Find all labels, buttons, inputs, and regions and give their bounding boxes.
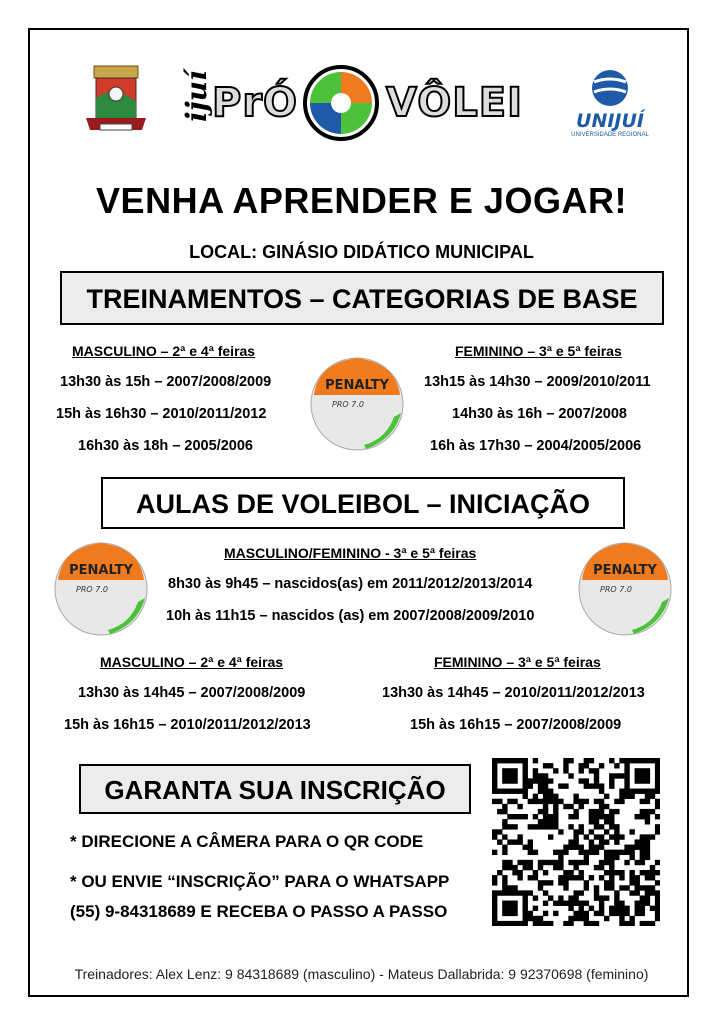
s2-left-title: MASCULINO – 2ª e 4ª feiras (100, 654, 284, 670)
ball-brand: PENALTY (69, 563, 133, 578)
unijui-name: UNIJUÍ (576, 110, 644, 132)
s2-mixed-title: MASCULINO/FEMININO - 3ª e 5ª feiras (224, 545, 477, 561)
section-heading-training: TREINAMENTOS – CATEGORIAS DE BASE (60, 271, 664, 325)
cta-heading: GARANTA SUA INSCRIÇÃO (79, 764, 471, 814)
ball-brand: PENALTY (325, 378, 389, 393)
ball-model: PRO 7.0 (76, 585, 108, 594)
section-heading-classes: AULAS DE VOLEIBOL – INICIAÇÃO (101, 477, 625, 529)
s2-left-row-2: 15h às 16h15 – 2010/2011/2012/2013 (64, 717, 311, 733)
s2-mixed-row-2: 10h às 11h15 – nascidos (as) em 2007/2008/2009/2010 (166, 608, 535, 624)
s2-right-row-1: 13h30 às 14h45 – 2010/2011/2012/2013 (382, 685, 645, 701)
s1-left-row-2: 15h às 16h30 – 2010/2011/2012 (56, 406, 267, 422)
s2-left-row-1: 13h30 às 14h45 – 2007/2008/2009 (78, 685, 306, 701)
unijui-subtitle: UNIVERSIDADE REGIONAL (571, 132, 649, 138)
volleyball-image (308, 355, 406, 453)
unijui-logo (560, 66, 660, 146)
city-crest-logo (82, 64, 150, 136)
cta-line-1: * DIRECIONE A CÂMERA PARA O QR CODE (70, 832, 424, 851)
cta-line-3: (55) 9-84318689 E RECEBA O PASSO A PASSO (70, 902, 448, 921)
ball-model: PRO 7.0 (600, 585, 632, 594)
s2-right-row-2: 15h às 16h15 – 2007/2008/2009 (410, 717, 622, 733)
volleyball-image-right (576, 540, 674, 638)
s1-right-row-1: 13h15 às 14h30 – 2009/2010/2011 (424, 374, 651, 390)
logo-ijui-text: ijuí (180, 70, 213, 122)
page-title: VENHA APRENDER E JOGAR! (96, 180, 627, 221)
provolei-logo (176, 62, 526, 142)
hands-ball-icon (302, 64, 380, 142)
ball-brand: PENALTY (593, 563, 657, 578)
volleyball-image-left (52, 540, 150, 638)
ball-model: PRO 7.0 (332, 400, 364, 409)
s2-right-title: FEMININO – 3ª e 5ª feiras (434, 654, 601, 670)
footer-coaches: Treinadores: Alex Lenz: 9 84318689 (masculino) - Mateus Dallabrida: 9 92370698 (feminino) (74, 966, 649, 982)
qr-code-image (492, 758, 660, 926)
unijui-globe-icon (560, 66, 660, 116)
s1-left-row-1: 13h30 às 15h – 2007/2008/2009 (60, 374, 272, 390)
location-text: LOCAL: GINÁSIO DIDÁTICO MUNICIPAL (189, 242, 534, 262)
s2-mixed-row-1: 8h30 às 9h45 – nascidos(as) em 2011/2012/2013/2014 (168, 576, 533, 592)
s1-right-row-3: 16h às 17h30 – 2004/2005/2006 (430, 438, 642, 454)
logo-volei-text: VÔLEI (386, 80, 523, 126)
cta-line-2: * OU ENVIE “INSCRIÇÃO” PARA O WHATSAPP (70, 872, 450, 891)
s1-right-row-2: 14h30 às 16h – 2007/2008 (452, 406, 627, 422)
s1-right-title: FEMININO – 3ª e 5ª feiras (455, 343, 622, 359)
s1-left-row-3: 16h30 às 18h – 2005/2006 (78, 438, 253, 454)
s1-left-title: MASCULINO – 2ª e 4ª feiras (72, 343, 256, 359)
logo-pro-text: PrÓ (212, 80, 299, 126)
